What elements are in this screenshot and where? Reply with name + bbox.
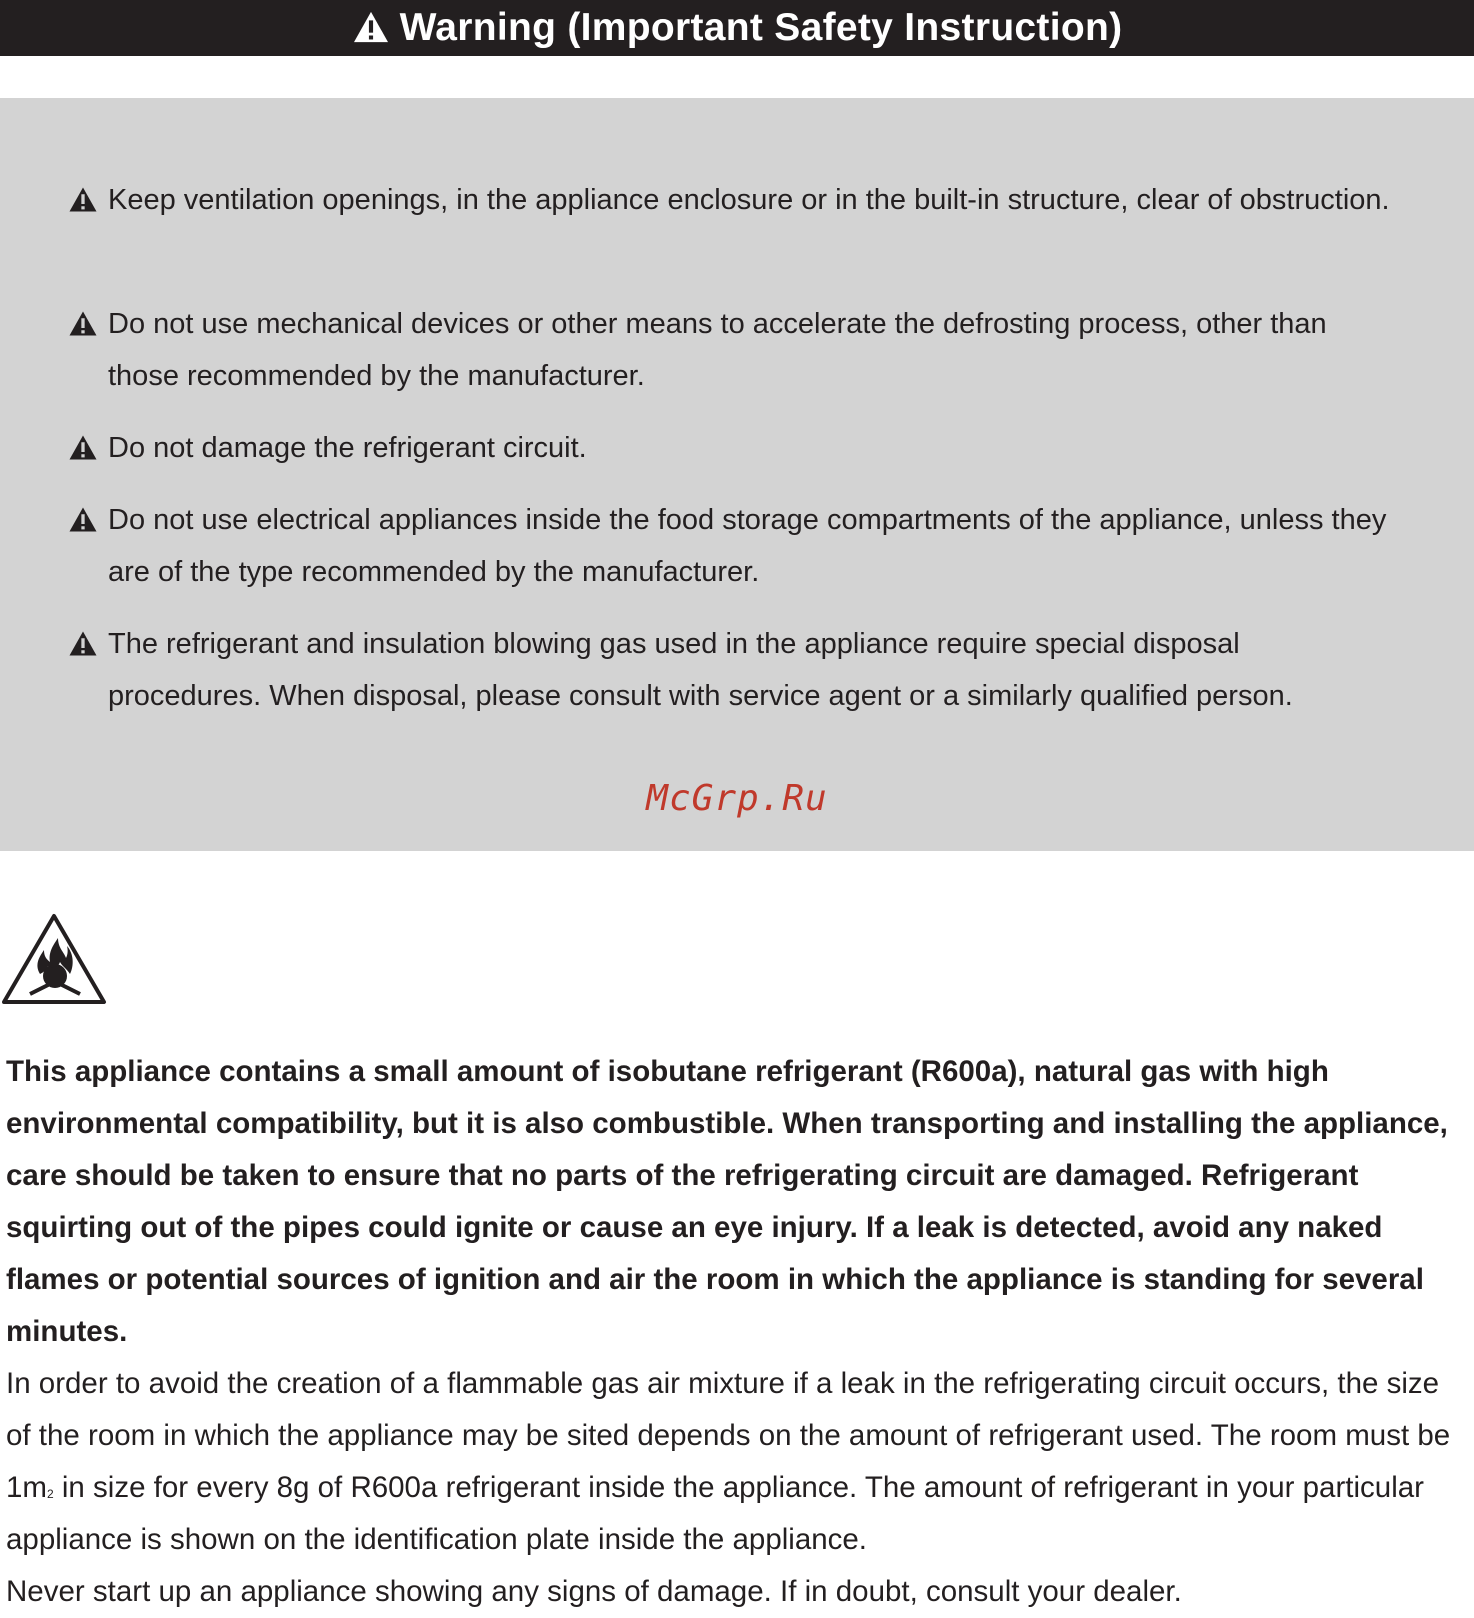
warning-item-electrical-appliances: [68, 494, 1398, 598]
watermark: McGrp.Ru: [646, 778, 828, 819]
warning-triangle-icon: [352, 10, 390, 44]
warning-text: Do not use mechanical devices or other means to accelerate the defrosting process, other than those recommended by the manufacturer.: [108, 308, 1327, 392]
warning-item-ventilation: [68, 174, 1398, 226]
warning-triangle-icon: [68, 630, 98, 657]
warning-triangle-icon: [68, 434, 98, 461]
page-title: Warning (Important Safety Instruction): [399, 6, 1123, 49]
room-size-paragraph: [6, 1358, 1468, 1566]
warning-item-defrosting: [68, 298, 1398, 402]
room-size-text-part2: in size for every 8g of R600a refrigerant inside the appliance. The amount of refrigerant in your particular appliance is shown on the identification plate inside the appliance.: [6, 1471, 1424, 1556]
isobutane-warning-paragraph: This appliance contains a small amount of isobutane refrigerant (R600a), natural gas with high environmental compatibility, but it is also combustible. When transporting and installing the appliance, care should be taken to ensure that no parts of the refrigerating circuit are damaged. Refrigerant squirting out of the pipes could ignite or cause an eye injury. If a leak is detected, avoid any naked flames or potential sources of ignition and air the room in which the appliance is standing for several minutes.: [6, 1055, 1448, 1348]
warning-triangle-icon: [68, 310, 98, 337]
warning-triangle-icon: [68, 506, 98, 533]
warning-text: Do not use electrical appliances inside the food storage compartments of the appliance, unless they are of the type recommended by the manufacturer.: [108, 504, 1387, 588]
refrigerant-information: [6, 1046, 1468, 1618]
warning-header: [0, 0, 1474, 56]
warning-text: Keep ventilation openings, in the appliance enclosure or in the built-in structure, clear of obstruction.: [108, 184, 1390, 216]
warning-item-refrigerant-circuit: [68, 422, 1398, 474]
damage-notice: Never start up an appliance showing any signs of damage. If in doubt, consult your dealer.: [6, 1575, 1182, 1608]
flammable-warning-icon: [0, 912, 108, 1008]
room-size-text-part1: In order to avoid the creation of a flammable gas air mixture if a leak in the refrigerating circuit occurs, the size of the room in which the appliance may be sited depends on the amount of refrigerant used. The room must be 1m: [6, 1367, 1451, 1504]
warning-item-disposal: [68, 618, 1398, 722]
warning-triangle-icon: [68, 186, 98, 213]
warning-text: The refrigerant and insulation blowing gas used in the appliance require special disposal procedures. When disposal, please consult with service agent or a similarly qualified person.: [108, 628, 1293, 712]
warning-text: Do not damage the refrigerant circuit.: [108, 432, 587, 464]
safety-instructions-panel: [0, 98, 1474, 851]
superscript-two: 2: [46, 1487, 54, 1501]
